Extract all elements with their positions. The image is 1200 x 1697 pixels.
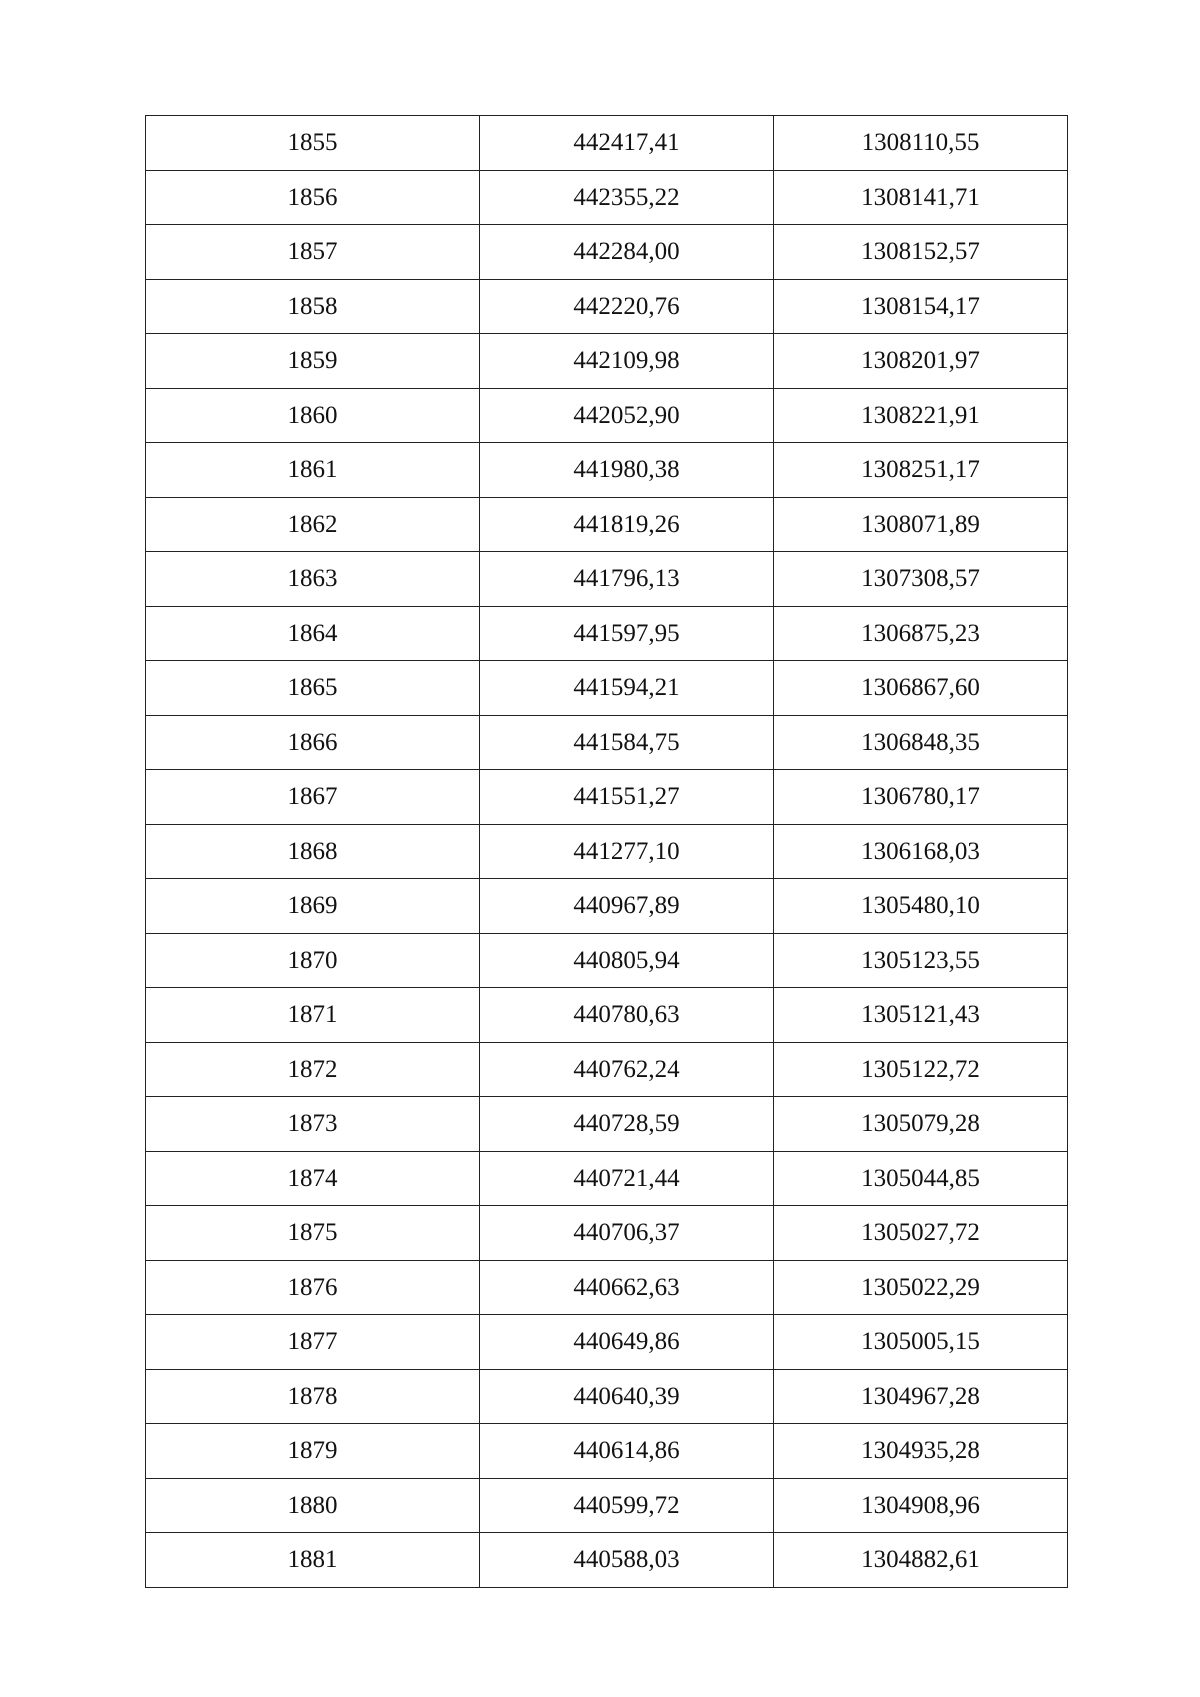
x-coordinate-cell: 440599,72 bbox=[480, 1478, 774, 1533]
point-number-cell: 1879 bbox=[146, 1424, 480, 1479]
x-coordinate-cell: 440967,89 bbox=[480, 879, 774, 934]
x-coordinate-cell: 440662,63 bbox=[480, 1260, 774, 1315]
table-row bbox=[146, 933, 1068, 988]
point-number-cell: 1880 bbox=[146, 1478, 480, 1533]
coordinates-table-body bbox=[146, 116, 1068, 1588]
table-row bbox=[146, 715, 1068, 770]
y-coordinate-cell: 1305005,15 bbox=[774, 1315, 1068, 1370]
y-coordinate-cell: 1305121,43 bbox=[774, 988, 1068, 1043]
point-number-cell: 1878 bbox=[146, 1369, 480, 1424]
table-row bbox=[146, 1315, 1068, 1370]
point-number-cell: 1861 bbox=[146, 443, 480, 498]
y-coordinate-cell: 1306875,23 bbox=[774, 606, 1068, 661]
point-number-cell: 1875 bbox=[146, 1206, 480, 1261]
y-coordinate-cell: 1305027,72 bbox=[774, 1206, 1068, 1261]
x-coordinate-cell: 440588,03 bbox=[480, 1533, 774, 1588]
table-row bbox=[146, 606, 1068, 661]
table-row bbox=[146, 1206, 1068, 1261]
x-coordinate-cell: 442109,98 bbox=[480, 334, 774, 389]
point-number-cell: 1876 bbox=[146, 1260, 480, 1315]
y-coordinate-cell: 1304967,28 bbox=[774, 1369, 1068, 1424]
coordinates-table bbox=[145, 115, 1068, 1588]
y-coordinate-cell: 1304935,28 bbox=[774, 1424, 1068, 1479]
y-coordinate-cell: 1306168,03 bbox=[774, 824, 1068, 879]
point-number-cell: 1856 bbox=[146, 170, 480, 225]
point-number-cell: 1863 bbox=[146, 552, 480, 607]
x-coordinate-cell: 440706,37 bbox=[480, 1206, 774, 1261]
y-coordinate-cell: 1305044,85 bbox=[774, 1151, 1068, 1206]
y-coordinate-cell: 1308152,57 bbox=[774, 225, 1068, 280]
y-coordinate-cell: 1308201,97 bbox=[774, 334, 1068, 389]
point-number-cell: 1877 bbox=[146, 1315, 480, 1370]
y-coordinate-cell: 1305022,29 bbox=[774, 1260, 1068, 1315]
table-row bbox=[146, 388, 1068, 443]
y-coordinate-cell: 1305122,72 bbox=[774, 1042, 1068, 1097]
y-coordinate-cell: 1306867,60 bbox=[774, 661, 1068, 716]
x-coordinate-cell: 441980,38 bbox=[480, 443, 774, 498]
x-coordinate-cell: 441551,27 bbox=[480, 770, 774, 825]
x-coordinate-cell: 440721,44 bbox=[480, 1151, 774, 1206]
point-number-cell: 1868 bbox=[146, 824, 480, 879]
point-number-cell: 1862 bbox=[146, 497, 480, 552]
table-row bbox=[146, 552, 1068, 607]
table-row bbox=[146, 279, 1068, 334]
y-coordinate-cell: 1308221,91 bbox=[774, 388, 1068, 443]
point-number-cell: 1867 bbox=[146, 770, 480, 825]
table-row bbox=[146, 1042, 1068, 1097]
table-row bbox=[146, 334, 1068, 389]
y-coordinate-cell: 1308071,89 bbox=[774, 497, 1068, 552]
x-coordinate-cell: 442417,41 bbox=[480, 116, 774, 171]
table-row bbox=[146, 1151, 1068, 1206]
table-row bbox=[146, 988, 1068, 1043]
point-number-cell: 1881 bbox=[146, 1533, 480, 1588]
point-number-cell: 1873 bbox=[146, 1097, 480, 1152]
y-coordinate-cell: 1308141,71 bbox=[774, 170, 1068, 225]
point-number-cell: 1860 bbox=[146, 388, 480, 443]
y-coordinate-cell: 1304908,96 bbox=[774, 1478, 1068, 1533]
table-row bbox=[146, 1369, 1068, 1424]
x-coordinate-cell: 441597,95 bbox=[480, 606, 774, 661]
x-coordinate-cell: 440805,94 bbox=[480, 933, 774, 988]
point-number-cell: 1865 bbox=[146, 661, 480, 716]
y-coordinate-cell: 1306848,35 bbox=[774, 715, 1068, 770]
table-row bbox=[146, 1424, 1068, 1479]
point-number-cell: 1866 bbox=[146, 715, 480, 770]
x-coordinate-cell: 440780,63 bbox=[480, 988, 774, 1043]
x-coordinate-cell: 442052,90 bbox=[480, 388, 774, 443]
table-row bbox=[146, 661, 1068, 716]
x-coordinate-cell: 440640,39 bbox=[480, 1369, 774, 1424]
point-number-cell: 1858 bbox=[146, 279, 480, 334]
point-number-cell: 1872 bbox=[146, 1042, 480, 1097]
point-number-cell: 1870 bbox=[146, 933, 480, 988]
point-number-cell: 1855 bbox=[146, 116, 480, 171]
y-coordinate-cell: 1307308,57 bbox=[774, 552, 1068, 607]
y-coordinate-cell: 1308154,17 bbox=[774, 279, 1068, 334]
x-coordinate-cell: 440649,86 bbox=[480, 1315, 774, 1370]
point-number-cell: 1857 bbox=[146, 225, 480, 280]
y-coordinate-cell: 1305480,10 bbox=[774, 879, 1068, 934]
point-number-cell: 1864 bbox=[146, 606, 480, 661]
table-row bbox=[146, 1260, 1068, 1315]
table-row bbox=[146, 225, 1068, 280]
table-row bbox=[146, 497, 1068, 552]
x-coordinate-cell: 441819,26 bbox=[480, 497, 774, 552]
x-coordinate-cell: 440614,86 bbox=[480, 1424, 774, 1479]
point-number-cell: 1871 bbox=[146, 988, 480, 1043]
point-number-cell: 1859 bbox=[146, 334, 480, 389]
x-coordinate-cell: 441796,13 bbox=[480, 552, 774, 607]
table-row bbox=[146, 1478, 1068, 1533]
table-row bbox=[146, 1533, 1068, 1588]
table-row bbox=[146, 1097, 1068, 1152]
y-coordinate-cell: 1305079,28 bbox=[774, 1097, 1068, 1152]
y-coordinate-cell: 1304882,61 bbox=[774, 1533, 1068, 1588]
x-coordinate-cell: 442284,00 bbox=[480, 225, 774, 280]
table-row bbox=[146, 824, 1068, 879]
table-row bbox=[146, 879, 1068, 934]
table-row bbox=[146, 170, 1068, 225]
y-coordinate-cell: 1308251,17 bbox=[774, 443, 1068, 498]
point-number-cell: 1874 bbox=[146, 1151, 480, 1206]
x-coordinate-cell: 442355,22 bbox=[480, 170, 774, 225]
y-coordinate-cell: 1305123,55 bbox=[774, 933, 1068, 988]
x-coordinate-cell: 440762,24 bbox=[480, 1042, 774, 1097]
x-coordinate-cell: 441277,10 bbox=[480, 824, 774, 879]
table-row bbox=[146, 770, 1068, 825]
x-coordinate-cell: 441584,75 bbox=[480, 715, 774, 770]
x-coordinate-cell: 440728,59 bbox=[480, 1097, 774, 1152]
table-row bbox=[146, 116, 1068, 171]
point-number-cell: 1869 bbox=[146, 879, 480, 934]
y-coordinate-cell: 1306780,17 bbox=[774, 770, 1068, 825]
y-coordinate-cell: 1308110,55 bbox=[774, 116, 1068, 171]
table-row bbox=[146, 443, 1068, 498]
x-coordinate-cell: 442220,76 bbox=[480, 279, 774, 334]
x-coordinate-cell: 441594,21 bbox=[480, 661, 774, 716]
